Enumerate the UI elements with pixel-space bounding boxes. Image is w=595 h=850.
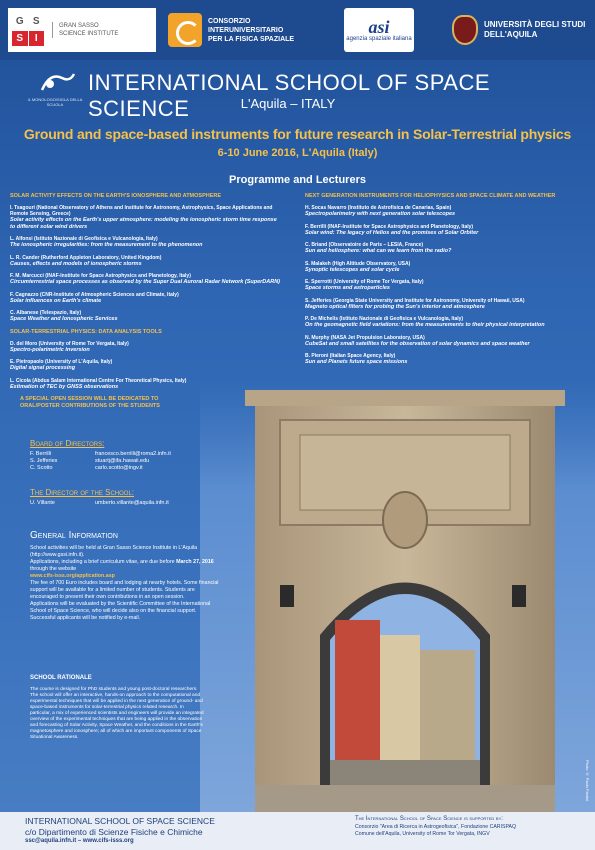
footer-school-name: INTERNATIONAL SCHOOL OF SPACE SCIENCE	[25, 816, 215, 826]
ifsi-text-line1: CONSORZIO	[208, 17, 251, 25]
left-column	[10, 193, 280, 410]
gssi-letter-g: G	[12, 14, 28, 30]
lecturer-topic: On the geomagnetic field variations: from the measurements to their physical interpretation	[305, 322, 545, 328]
rationale-heading: SCHOOL RATIONALE	[30, 675, 92, 681]
rationale-text: The course is designed for PhD students and young post-doctoral researchers. The school will offer an interactive, hands-on approach to the computational and experimental techniques that will be applied in the next generation of ground- and space-based instruments for solar-terrestrial physics related research. In particular, a mix of experienced scientists and engineers will provide an integrated overview of the experimental techniques that are being applied in the observation and forecasting of Solar Activity, Space Weather, and the conditions in the Earth's magnetosphere and ionosphere; all of which are important components of Space Situational Awareness.	[30, 687, 204, 740]
photo-credit: Photo © Paolo Fantini	[585, 760, 590, 802]
logo-bar	[0, 0, 595, 60]
lecturer-name: F. M. Marcucci (INAF-Institute for Space Astrophysics and Planetology, Italy)	[10, 273, 191, 279]
lecturer-topic: Causes, effects and models of ionospheric storms	[10, 260, 142, 267]
ifsi-text-line2: INTERUNIVERSITARIO	[208, 26, 284, 34]
board-member-name: S. Jefferies	[30, 458, 58, 464]
lecturer-name: P. De Michelis (Istituto Nazionale di Geofisica e Vulcanologia, Italy)	[305, 316, 464, 322]
gssi-text-line1: GRAN SASSO	[59, 23, 99, 29]
lecturer-item	[305, 335, 575, 348]
footer-supporters-line1: Consorzio "Area di Ricerca in Astrogeofisica", Fondazione CARISPAQ	[355, 824, 517, 830]
page-title: INTERNATIONAL SCHOOL OF SPACE SCIENCE	[88, 70, 491, 121]
general-info-heading: General Information	[30, 530, 118, 541]
gssi-text	[52, 22, 118, 38]
lecturer-item	[305, 353, 575, 366]
asi-text: agenzia spaziale italiana	[346, 36, 412, 42]
board-member-name: C. Scotto	[30, 465, 53, 471]
lecturer-name: L. R. Cander (Rutherford Appleton Laboratory, United Kingdom)	[10, 254, 162, 261]
lecturer-item	[10, 236, 280, 249]
school-rationale	[30, 675, 205, 741]
board-heading: Board of Directors:	[30, 439, 105, 448]
general-info-p3: The fee of 700 Euro includes board and lodging at nearby hotels. Some financial support will be available for a limited number of students. Students are encouraged to present their own contributions in an open session.	[30, 580, 219, 600]
lecturer-item	[10, 255, 280, 268]
lecturer-name: C. Albanese (Telespazio, Italy)	[10, 310, 82, 316]
footer	[0, 812, 595, 850]
general-information	[30, 530, 220, 622]
lecturer-name: E. Pietropaolo (University of L'Aquila, Italy)	[10, 359, 113, 365]
gate-photo	[200, 380, 595, 815]
ifsi-text	[208, 17, 294, 44]
general-info-p2	[30, 559, 220, 573]
lecturer-item	[305, 205, 575, 218]
section-heading-ionosphere: SOLAR ACTIVITY EFFECTS ON THE EARTH'S IONOSPHERE AND ATMOSPHERE	[10, 193, 222, 199]
lecturer-item	[305, 316, 575, 329]
board-member	[30, 458, 240, 465]
lecturer-topic: Digital signal processing	[10, 365, 76, 371]
lecturer-topic: Solar wind: The legacy of Helios and the promises of Solar Orbiter	[305, 229, 479, 236]
special-session-note	[10, 396, 280, 410]
lecturer-topic: Space storms and astroparticles	[305, 285, 390, 291]
lecturer-item	[10, 292, 280, 305]
gssi-letter-s1: S	[29, 14, 45, 30]
board-member-email[interactable]: stuartj@ifa.hawaii.edu	[95, 458, 150, 464]
board-member-email[interactable]: francesco.berrilli@roma2.infn.it	[95, 451, 171, 457]
lecturer-name: L. Cicola (Abdus Salam International Centre For Theoretical Physics, Italy)	[10, 377, 187, 384]
lecturer-name: I. Tsagouri (National Observatory of Athens and Institute for Astronomy, Astrophysics, Space Applications and Remote Sensing, Greece)	[10, 205, 273, 217]
lecturer-topic: Spectro-polarimetric inversion	[10, 346, 90, 353]
general-info-p2b-text: through the website	[30, 566, 77, 572]
dates: 6-10 June 2016, L'Aquila (Italy)	[217, 147, 378, 159]
ifsi-text-line3: PER LA FISICA SPAZIALE	[208, 35, 295, 43]
asi-mark: asi	[368, 17, 390, 37]
lecturer-item	[305, 261, 575, 274]
director-row	[30, 500, 240, 507]
application-deadline: March 27, 2016	[176, 559, 214, 565]
section-heading-instruments: NEXT GENERATION INSTRUMENTS FOR HELIOPHYSICS AND SPACE CLIMATE AND WEATHER	[305, 193, 556, 199]
asi-logo	[344, 8, 414, 52]
gssi-letter-i: I	[29, 31, 45, 47]
general-info-p4: Applications will be evaluated by the Scientific Committee of the International School of Space Science, who will decide also on the financial support.	[30, 601, 211, 614]
lecturer-topic: The ionospheric irregularities: from the measurement to the phenomenon	[10, 242, 203, 248]
gssi-letter-s2: S	[12, 31, 28, 47]
lecturer-topic: Spectropolarimetry with next generation solar telescopes	[305, 211, 456, 217]
board-member	[30, 465, 240, 472]
gssi-logo	[8, 8, 156, 52]
gssi-mark	[12, 14, 44, 46]
lecturer-item	[10, 205, 280, 230]
director-email[interactable]: umberto.villante@aquila.infn.it	[95, 500, 169, 506]
lecturer-item	[305, 298, 575, 311]
lecturer-name: H. Socas Navarro (Instituto de Astrofísica de Canarias, Spain)	[305, 205, 452, 211]
lecturer-item	[10, 341, 280, 354]
school-director	[30, 488, 240, 507]
lecturer-name: E. Sperrotti (University of Rome Tor Vergata, Italy)	[305, 279, 424, 285]
lecturer-topic: CubeSat and small satellites for the observation of solar dynamics and space weather	[305, 340, 530, 347]
school-logo-icon	[40, 70, 76, 94]
footer-supporters-heading: The International School of Space Science is supported by:	[355, 816, 503, 822]
lecturer-name: F. Cagnazzo (CNR-Institute of Atmospheric Sciences and Climate, Italy)	[10, 291, 179, 298]
footer-left	[25, 816, 215, 844]
lecturer-item	[305, 224, 575, 237]
lecturer-item	[305, 279, 575, 292]
board-member-email[interactable]: carlo.scotto@ingv.it	[95, 465, 143, 471]
special-line1: A SPECIAL OPEN SESSION WILL BE DEDICATED TO	[20, 396, 159, 402]
school-logo-graphic	[40, 70, 76, 94]
director-name: U. Villante	[30, 500, 55, 506]
right-column	[305, 193, 575, 372]
footer-supporters-line2: Comune dell'Aquila, University of Rome Tor Vergata, INGV	[355, 831, 490, 837]
lecturer-topic: Sun and Planets future space missions	[305, 359, 408, 365]
lecturer-topic: Circumterrestrial space processes as observed by the Super Dual Auroral Radar Network (SuperDARN)	[10, 279, 280, 285]
footer-right	[355, 816, 590, 838]
director-heading: The Director of the School:	[30, 488, 135, 497]
ifsi-mark-icon	[168, 13, 202, 47]
lecturer-topic: Synoptic telescopes and solar cycle	[305, 266, 400, 273]
univ-logo	[452, 8, 592, 52]
ifsi-logo	[168, 8, 328, 52]
univ-seal-icon	[452, 15, 478, 45]
gssi-text-line2: SCIENCE INSTITUTE	[59, 31, 119, 37]
board-member	[30, 451, 240, 458]
special-line2: ORAL/POSTER CONTRIBUTIONS OF THE STUDENTS	[20, 403, 160, 409]
footer-address: c/o Dipartimento di Scienze Fisiche e Chimiche	[25, 827, 203, 837]
lecturer-topic: Magneto optical filters for probing the Sun's interior and atmosphere	[305, 303, 485, 310]
lecturer-topic: Solar activity effects on the Earth's upper atmosphere: modeling the ionospheric storm time response to different solar wind drivers	[10, 217, 277, 230]
lecturer-name: D. del Moro (University of Rome Tor Vergata, Italy)	[10, 340, 129, 347]
lecturer-name: S. Malakeh (High Altitude Observatory, USA)	[305, 260, 411, 267]
lecturer-item	[305, 242, 575, 255]
lecturer-item	[10, 378, 280, 391]
lecturer-topic: Sun and heliosphere: what can we learn from the radio?	[305, 248, 452, 254]
section-heading-data-analysis: SOLAR-TERRESTRIAL PHYSICS: DATA ANALYSIS TOOLS	[10, 328, 162, 335]
lecturer-topic: Solar influences on Earth's climate	[10, 297, 102, 304]
footer-web-link[interactable]: ssc@aquila.infn.it – www.cifs-isss.org	[25, 838, 134, 844]
univ-text-line2: DELL'AQUILA	[484, 30, 538, 39]
lecturer-topic: Space Weather and Ionospheric Services	[10, 316, 118, 322]
lecturer-name: L. Alfonsi (Istituto Nazionale di Geofisica e Vulcanologia, Italy)	[10, 236, 158, 242]
general-info-p5: Successful applicants will be notified by e-mail.	[30, 615, 141, 621]
univ-text	[484, 20, 585, 40]
board-member-name: F. Berrilli	[30, 451, 52, 457]
lecturer-name: F. Berrilli (INAF-Institute for Space Astrophysics and Planetology, Italy)	[305, 223, 474, 230]
lecturer-topic: Estimation of TEC by GNSS observations	[10, 383, 119, 390]
application-website-link[interactable]: www.cifs-isss.org/application.asp	[30, 573, 115, 579]
board-of-directors	[30, 439, 240, 472]
lecturer-name: B. Pieroni (Italian Space Agency, Italy)	[305, 353, 396, 359]
location: L'Aquila – ITALY	[240, 96, 336, 111]
lecturer-item	[10, 273, 280, 286]
lecturer-name: S. Jefferies (Georgia State University and Institute for Astronomy, University of Hawaii, USA)	[305, 297, 525, 304]
lecturer-item	[10, 310, 280, 323]
general-info-p1: School activities will be held at Gran Sasso Science Institute in L'Aquila (http://www.gssi.infn.it).	[30, 545, 198, 558]
subtitle: Ground and space-based instruments for future research in Solar-Terrestrial physics	[23, 126, 572, 142]
school-sub: IL MONOLOGO/SIGLA DELLA SCUOLA	[27, 97, 83, 107]
programme-heading: Programme and Lecturers	[229, 174, 366, 186]
general-info-p2-text: Applications, including a brief curriculum vitae, are due before	[30, 559, 175, 565]
lecturer-name: C. Briand (Observatoire de Paris – LESIA, France)	[305, 242, 424, 248]
univ-text-line1: UNIVERSITÀ DEGLI STUDI	[484, 20, 586, 29]
lecturer-item	[10, 359, 280, 372]
lecturer-name: N. Murphy (NASA Jet Propulsion Laboratory, USA)	[305, 334, 425, 341]
